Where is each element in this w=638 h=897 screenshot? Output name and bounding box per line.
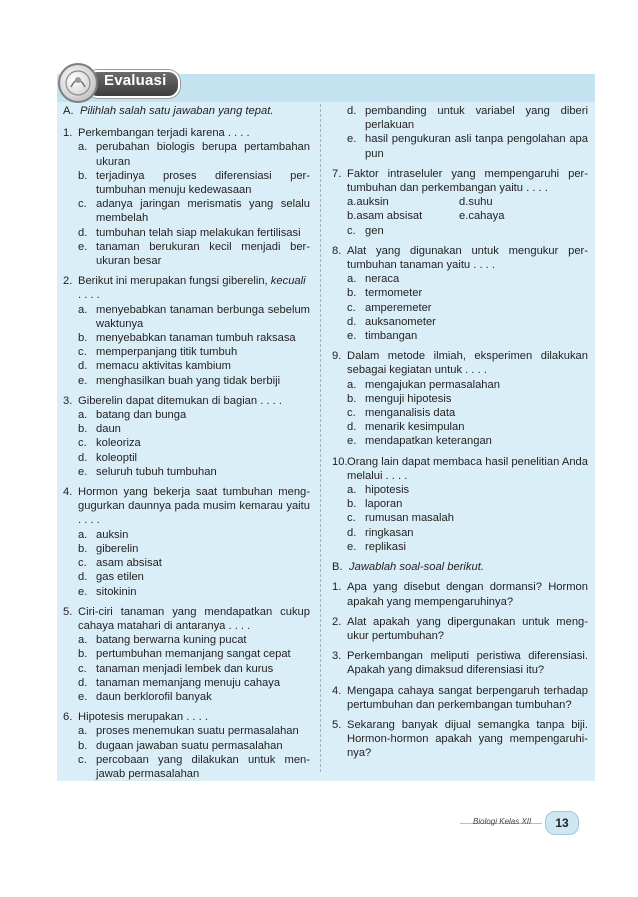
option-text: ringkasan <box>365 526 414 539</box>
question-number: 3. <box>332 650 342 663</box>
option-letter: a. <box>78 141 88 154</box>
option-text: menyebabkan tanaman berbunga sebelum waktunya <box>96 303 310 330</box>
option-text: tanaman memanjang menuju cahaya <box>96 676 281 689</box>
option-letter: b. <box>347 210 357 223</box>
question-body <box>347 649 588 677</box>
question-stem <box>347 455 588 483</box>
option-letter: e. <box>78 585 88 598</box>
question-number: 5. <box>332 718 342 731</box>
option-text: batang berwarna kuning pucat <box>96 634 247 647</box>
question-9 <box>332 349 588 448</box>
right-questions <box>332 244 588 554</box>
option-letter: c. <box>78 437 87 450</box>
option <box>78 662 310 676</box>
option-text: perubahan biologis berupa pertambahan ukuran <box>96 141 310 168</box>
question-body <box>347 718 588 761</box>
option-text: menganalisis data <box>365 407 456 420</box>
question-body <box>347 455 588 554</box>
option <box>78 140 310 168</box>
option-text: menguji hipotesis <box>365 392 452 405</box>
question-stem <box>347 649 588 677</box>
option-letter: c. <box>78 557 87 570</box>
option-letter: a. <box>78 303 88 316</box>
question-stem <box>78 605 310 633</box>
question-stem <box>347 684 588 712</box>
option <box>347 378 588 392</box>
option-letter: b. <box>78 332 88 345</box>
option-letter: d. <box>347 526 357 539</box>
question-body <box>78 710 310 781</box>
option <box>347 420 588 434</box>
option-text: percobaan yang dilakukan untuk men-jawab permasalahan <box>96 753 310 780</box>
stem-text: Perkembangan meliputi peristiwa diferensiasi. Apakah yang dimaksud diferensiasi itu? <box>347 650 588 677</box>
option <box>347 104 588 132</box>
option <box>78 240 310 268</box>
option-text: terjadinya proses diferensiasi per-tumbuhan menuju kedewasaan <box>96 169 310 197</box>
essay-question-5 <box>332 718 588 761</box>
question-stem <box>347 615 588 643</box>
option <box>347 434 588 448</box>
question-3 <box>63 394 310 479</box>
option-text: mengajukan permasalahan <box>365 378 500 391</box>
option <box>78 676 310 690</box>
option-letter: e. <box>347 133 357 146</box>
option <box>78 451 310 465</box>
option <box>78 374 310 388</box>
footer-book-title: Biologi Kelas XII <box>473 817 532 826</box>
option-letter: b. <box>347 287 357 300</box>
option <box>78 647 310 661</box>
option <box>347 286 588 300</box>
question-number: 7. <box>332 167 342 180</box>
section-b-label: B. <box>332 561 343 574</box>
option-text: amperemeter <box>365 301 432 314</box>
option-letter: d. <box>347 105 357 117</box>
option <box>347 406 588 420</box>
question-5 <box>63 605 310 704</box>
question-4 <box>63 485 310 599</box>
option-letter: a. <box>78 634 88 647</box>
question-number: 9. <box>332 350 342 363</box>
option <box>347 483 588 497</box>
option-letter: c. <box>347 301 356 314</box>
option-text: neraca <box>365 273 400 286</box>
option <box>78 422 310 436</box>
question-number: 2. <box>332 615 342 628</box>
option-letter: a. <box>78 409 88 422</box>
option-text: sitokinin <box>96 585 137 598</box>
essay-question-2 <box>332 615 588 643</box>
option <box>347 540 588 554</box>
question-body <box>347 580 588 608</box>
option-letter: e. <box>78 465 88 478</box>
stem-text: Hipotesis merupakan . . . . <box>78 711 208 724</box>
option-letter: a. <box>347 378 357 391</box>
option <box>78 585 310 599</box>
option-letter: d. <box>459 196 469 209</box>
option-letter: b. <box>78 739 88 752</box>
option-text: proses menemukan suatu permasalahan <box>96 725 299 738</box>
stem-text: Ciri-ciri tanaman yang mendapatkan cukup cahaya matahari di antaranya . . . . <box>78 605 310 632</box>
option <box>78 226 310 240</box>
question-6-continuation <box>347 104 588 161</box>
option <box>78 197 310 225</box>
option <box>78 528 310 542</box>
section-a-label: A. <box>63 105 74 117</box>
option-text: tanaman berukuran kecil menjadi ber-ukuran besar <box>96 240 310 268</box>
option-letter: e. <box>459 210 469 223</box>
question-body <box>78 485 310 599</box>
question-stem <box>78 126 310 140</box>
question-number: 4. <box>332 684 342 697</box>
option-text: mendapatkan keterangan <box>365 435 492 448</box>
option-letter: d. <box>78 571 88 584</box>
question-body <box>347 244 588 343</box>
option-letter: c. <box>78 662 87 675</box>
section-a-heading <box>63 104 310 118</box>
option-text: hipotesis <box>365 484 410 497</box>
question-number: 3. <box>63 394 73 407</box>
question-7 <box>332 167 588 238</box>
option-text: gen <box>365 224 384 237</box>
option-text: auksin <box>96 528 129 541</box>
option <box>78 169 310 197</box>
left-column <box>63 104 310 787</box>
option <box>78 556 310 570</box>
option-letter: e. <box>347 540 357 553</box>
section-title: Evaluasi <box>104 72 167 89</box>
option-text: batang dan bunga <box>96 409 187 422</box>
option-letter: d. <box>78 451 88 464</box>
option-text: replikasi <box>365 540 407 553</box>
option <box>78 465 310 479</box>
question-stem <box>347 580 588 608</box>
option <box>347 392 588 406</box>
stem-text: Mengapa cahaya sangat berpengaruh terhadap pertumbuhan dan perkembangan tumbuhan? <box>347 684 588 711</box>
option <box>347 497 588 511</box>
option <box>78 303 310 331</box>
option-text: rumusan masalah <box>365 512 454 525</box>
option-letter: e. <box>347 330 357 343</box>
option <box>78 331 310 345</box>
option <box>78 633 310 647</box>
question-body <box>347 349 588 448</box>
essay-question-3 <box>332 649 588 677</box>
question-stem <box>78 710 310 724</box>
option-text: koleoriza <box>96 437 141 450</box>
option-text: hasil pengukuran asli tanpa pengolahan apa pun <box>365 133 588 160</box>
question-stem <box>78 274 310 302</box>
question-6 <box>63 710 310 781</box>
question-8 <box>332 244 588 343</box>
option-text: auksin <box>356 196 389 209</box>
option-text: cahaya <box>468 210 505 223</box>
option-letter: a. <box>78 528 88 541</box>
option-text: pembanding untuk variabel yang diberi perlakuan <box>365 105 588 132</box>
stem-text: Alat apakah yang dipergunakan untuk meng-ukur pertumbuhan? <box>347 615 588 642</box>
option-letter: d. <box>347 315 357 328</box>
option-letter: c. <box>78 198 87 211</box>
question-stem: Faktor intraseluler yang mempengaruhi per-tumbuhan dan perkembangan yaitu . . . . <box>347 167 588 195</box>
option-text: pertumbuhan memanjang sangat cepat <box>96 648 291 661</box>
question-stem <box>347 349 588 377</box>
option-letter: b. <box>78 169 88 182</box>
option-text: termometer <box>365 287 423 300</box>
option <box>78 690 310 704</box>
stem-text: Perkembangan terjadi karena . . . . <box>78 127 250 140</box>
option-text: giberelin <box>96 542 139 555</box>
option-text: menghasilkan buah yang tidak berbiji <box>96 374 281 387</box>
question-body <box>78 274 310 388</box>
stem-text: Orang lain dapat membaca hasil penelitian Anda melalui . . . . <box>347 455 588 482</box>
column-divider <box>320 104 321 772</box>
option-text: tanaman menjadi lembek dan kurus <box>96 662 274 675</box>
option <box>78 724 310 738</box>
option <box>347 132 588 160</box>
evaluation-emblem-icon <box>58 63 98 103</box>
option <box>347 315 588 329</box>
option <box>78 739 310 753</box>
question-2 <box>63 274 310 388</box>
option-text: daun berklorofil banyak <box>96 690 212 703</box>
question-number: 1. <box>332 581 342 594</box>
option <box>347 224 588 238</box>
stem-text: Giberelin dapat ditemukan di bagian . . . . <box>78 394 282 407</box>
option-text: daun <box>96 423 121 436</box>
option-letter: c. <box>78 346 87 359</box>
option-letter: e. <box>78 690 88 703</box>
option-letter: a. <box>347 484 357 497</box>
right-column <box>332 104 588 767</box>
question-body <box>78 605 310 704</box>
option-letter: c. <box>78 753 87 766</box>
option <box>347 526 588 540</box>
option <box>78 436 310 450</box>
option-letter: b. <box>78 542 88 555</box>
option-letter: d. <box>78 360 88 373</box>
question-number: 10. <box>332 455 348 468</box>
section-a-instruction: Pilihlah salah satu jawaban yang tepat. <box>80 105 274 117</box>
option <box>78 408 310 422</box>
option-text: dugaan jawaban suatu permasalahan <box>96 739 283 752</box>
option-letter: a. <box>347 196 357 209</box>
option-letter: e. <box>78 374 88 387</box>
question-stem <box>347 718 588 761</box>
option-letter: c. <box>347 224 356 237</box>
option-text: laporan <box>365 498 403 511</box>
option <box>347 272 588 286</box>
option-letter: b. <box>347 392 357 405</box>
option-letter: e. <box>78 240 88 253</box>
options-row-1 <box>347 195 588 209</box>
question-body <box>78 126 310 268</box>
question-body <box>347 615 588 643</box>
question-number: 2. <box>63 275 73 288</box>
stem-text: Sekarang banyak dijual semangka tanpa biji. Hormon-hormon apakah yang mempengaruhi-nya? <box>347 718 588 760</box>
option <box>78 542 310 556</box>
option <box>78 570 310 584</box>
question-1 <box>63 126 310 268</box>
option-text: timbangan <box>365 330 418 343</box>
stem-emphasis: kecuali <box>267 275 306 288</box>
option-letter: d. <box>78 226 88 239</box>
section-b-heading <box>332 560 588 574</box>
question-body <box>347 684 588 712</box>
option-text: gas etilen <box>96 571 144 584</box>
option <box>78 753 310 781</box>
question-number: 4. <box>63 486 73 499</box>
stem-text: Hormon yang bekerja saat tumbuhan meng-gugurkan daunnya pada musim kemarau yaitu . . . . <box>78 486 310 527</box>
option-text: menarik kesimpulan <box>365 421 465 434</box>
option-letter: a. <box>347 273 357 286</box>
stem-tail: . . . . <box>78 289 100 302</box>
page-number: 13 <box>545 811 579 835</box>
option <box>347 301 588 315</box>
question-number: 1. <box>63 127 73 140</box>
option-letter: c. <box>347 407 356 420</box>
option-text: asam absisat <box>96 557 162 570</box>
option-letter: b. <box>78 423 88 436</box>
option-text: koleoptil <box>96 451 138 464</box>
option-letter: d. <box>78 676 88 689</box>
question-number: 8. <box>332 244 342 257</box>
question-body <box>78 394 310 479</box>
essay-question-4 <box>332 684 588 712</box>
option-letter: b. <box>347 498 357 511</box>
option <box>347 329 588 343</box>
section-b-instruction: Jawablah soal-soal berikut. <box>349 561 484 574</box>
option-text: memacu aktivitas kambium <box>96 360 231 373</box>
option-text: memperpanjang titik tumbuh <box>96 346 238 359</box>
question-stem <box>78 394 310 408</box>
option <box>347 511 588 525</box>
question-stem <box>347 244 588 272</box>
stem-text: Alat yang digunakan untuk mengukur per-tumbuhan tanaman yaitu . . . . <box>347 244 588 272</box>
option <box>78 345 310 359</box>
option-text: menyebabkan tanaman tumbuh raksasa <box>96 332 296 345</box>
option-letter: e. <box>347 435 357 448</box>
option-letter: b. <box>78 648 88 661</box>
essay-questions <box>332 580 588 760</box>
question-number: 6. <box>63 711 73 724</box>
question-10 <box>332 455 588 554</box>
essay-question-1 <box>332 580 588 608</box>
option-text: suhu <box>468 196 493 209</box>
option-text: asam absisat <box>356 210 423 223</box>
question-number: 5. <box>63 605 73 618</box>
option-text: auksanometer <box>365 315 436 328</box>
evaluation-badge <box>58 63 178 101</box>
question-stem <box>78 485 310 528</box>
option-text: adanya jaringan merismatis yang selalu membelah <box>96 198 310 225</box>
option-text: tumbuhan telah siap melakukan fertilisasi <box>96 226 301 239</box>
option-letter: c. <box>347 512 356 525</box>
stem-text: Berikut ini merupakan fungsi giberelin, <box>78 275 268 288</box>
stem-text: Apa yang disebut dengan dormansi? Hormon apakah yang mempengaruhinya? <box>347 581 588 608</box>
options-row-2 <box>347 209 588 223</box>
option-text: seluruh tubuh tumbuhan <box>96 465 217 478</box>
stem-text: Dalam metode ilmiah, eksperimen dilakukan sebagai kegiatan untuk . . . . <box>347 350 588 377</box>
option-letter: a. <box>78 725 88 738</box>
option-letter: d. <box>347 421 357 434</box>
option <box>78 359 310 373</box>
